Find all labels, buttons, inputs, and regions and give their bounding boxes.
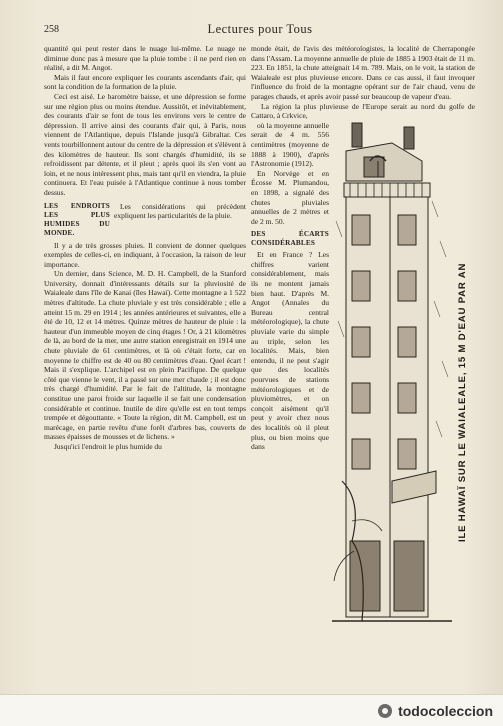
paragraph: Jusqu'ici l'endroit le plus humide du <box>54 441 162 451</box>
paragraph: Ceci est aisé. Le baromètre baisse, et une dépression se forme sur une région plus ou moins étendue. Aussitôt, et inévitablement, des courants d'air se font de tous les environs vers le centre de dépression. Il arrive ainsi des courants d'air qui, à Paris, nous viennent de l'Atlantique, depuis l'Islande jusqu'à Gibraltar. Ces vents tourbillonnent autour du centre de la dépression et s'élèvent à des kilomètres de hauteur. Ils sont chargés d'humidité, ils se refroidissent par détente, et il pleut ; après quoi ils s'en vont au loin, et ne nous intéressent plus, mais tant qu'il en viendra, la pluie continuera. Et l'eau puisée à l'Atlantique continue à nous tomber dessus. <box>44 91 246 197</box>
paragraph: En Norvège et en Écosse M. Plumandou, en 1898, a signalé des chutes pluviales annuelles de 2 mètres et de 2 m. 50. <box>251 168 329 226</box>
watermark <box>377 701 493 721</box>
todocoleccion-logo-icon <box>377 703 393 719</box>
paragraph: Il y a de très grosses pluies. Il convient de donner quelques exemples de celles-ci, en indiquant, à l'occasion, la raison de leur importance. <box>44 240 246 269</box>
rain-building-illustration <box>332 121 475 641</box>
paragraph: Mais il faut encore expliquer les courants ascendants d'air, qui sont la condition de la formation de la pluie. <box>44 72 246 92</box>
section-heading: LES ENDROITS LES PLUS HUMIDES DU MONDE. <box>44 201 110 237</box>
journal-title: Lectures pour Tous <box>207 22 313 36</box>
text-with-illustration <box>251 121 475 641</box>
paragraph: quantité qui peut rester dans le nuage lui-même. Le nuage ne diminue donc pas à mesure que la pluie tombe : il ne perd rien en réalité, a dit M. Angot. <box>44 44 246 73</box>
paragraph: Et en France ? Les chiffres varient considérablement, mais ils ne montent jamais bien haut. D'après M. Angot (Annales du Bureau central météorologique), la chute pluviale varie du simple au triple, selon les localités. Mais, bien entendu, il ne peut s'agir que des localités pourvues de stations météorologiques et de pluviomètres, et on conçoit aisément qu'il peut y avoir chez nous des localités où il pleut plus, ou bien moins que dans <box>251 250 329 452</box>
watermark-text: todocoleccion <box>398 703 493 719</box>
running-head <box>44 22 476 40</box>
paragraph: où la moyenne annuelle serait de 4 m. 556 centimètres (moyenne de 1888 à 1900), d'après l'Astronomie (1912). <box>251 120 329 169</box>
left-column <box>44 44 246 452</box>
building-drawing <box>332 121 475 641</box>
section-humid-places <box>44 202 246 238</box>
narrow-text-column <box>251 121 329 641</box>
page-number: 258 <box>44 24 59 35</box>
paragraph: La région la plus pluvieuse de l'Europe serait au nord du golfe de Cattaro, à Crkvice, <box>251 101 475 121</box>
section-lead: Les considérations qui précèdent expliquent les particularités de la pluie. <box>114 201 246 221</box>
section-heading: DES ÉCARTS CONSIDÉRABLES <box>251 230 329 248</box>
paragraph: monde était, de l'avis des météorologistes, la localité de Cherrapongée dans l'Assam. La moyenne annuelle de pluie de 1885 à 1903 était de 11 m. 223. En 1851, la chute atteignait 14 m. 789. Mais, on le voit, la station de Waialeale est plus pluvieuse encore. Dans ce cas aussi, il faut invoquer l'influence du froid de la montagne opérant sur de l'air chaud, venu de parages chauds, et après avoir passé sur beaucoup de vapeur d'eau. <box>251 44 475 101</box>
illustration-caption: ILE HAWAÏ SUR LE WAIALEALE, 15 M D'EAU PAR AN <box>457 262 468 542</box>
paragraph: Un dernier, dans Science, M. D. H. Campbell, de la Stanford University, donnait d'intéressants détails sur la pluviosité de Waialeale dans l'île de Kanai (îles Hawaï). Cette montagne a 1 522 mètres d'altitude. La chute pluviale y est très considérable ; elle a atteint 15 m. 29 en 1914 ; les années antérieures et suivantes, elle a été de 10, 12 et 14 mètres. Quinze mètres de hauteur de pluie : la hauteur d'un immeuble moyen de cinq étages ! Or, à 21 kilomètres de là, au bord de la mer, une autre station enregistrait en 1914 une chute pluviale de 61 centimètres, et là où c'était forte, car en moyenne le chiffre est de 40 ou 80 centimètres d'eau. Quel écart ! Mais il s'explique. L'archipel est en plein Pacifique. De quelque côté que vienne le vent, il a passé sur une mer chaude ; il est donc très chargé d'humidité. Par le fait de l'altitude, la montagne constitue une paroi froide sur laquelle il se fait une condensation considérable et continue. Inutile de dire qu'elle est en tout temps trempée et dégouttante. « Toute la région, dit M. Campbell, est un marécage, en partie revêtu d'une forêt d'arbres bas, couverts de masses épaisses de mousses et de lichens. » <box>44 269 246 442</box>
right-column <box>251 44 475 641</box>
watermark-bar <box>0 694 503 726</box>
